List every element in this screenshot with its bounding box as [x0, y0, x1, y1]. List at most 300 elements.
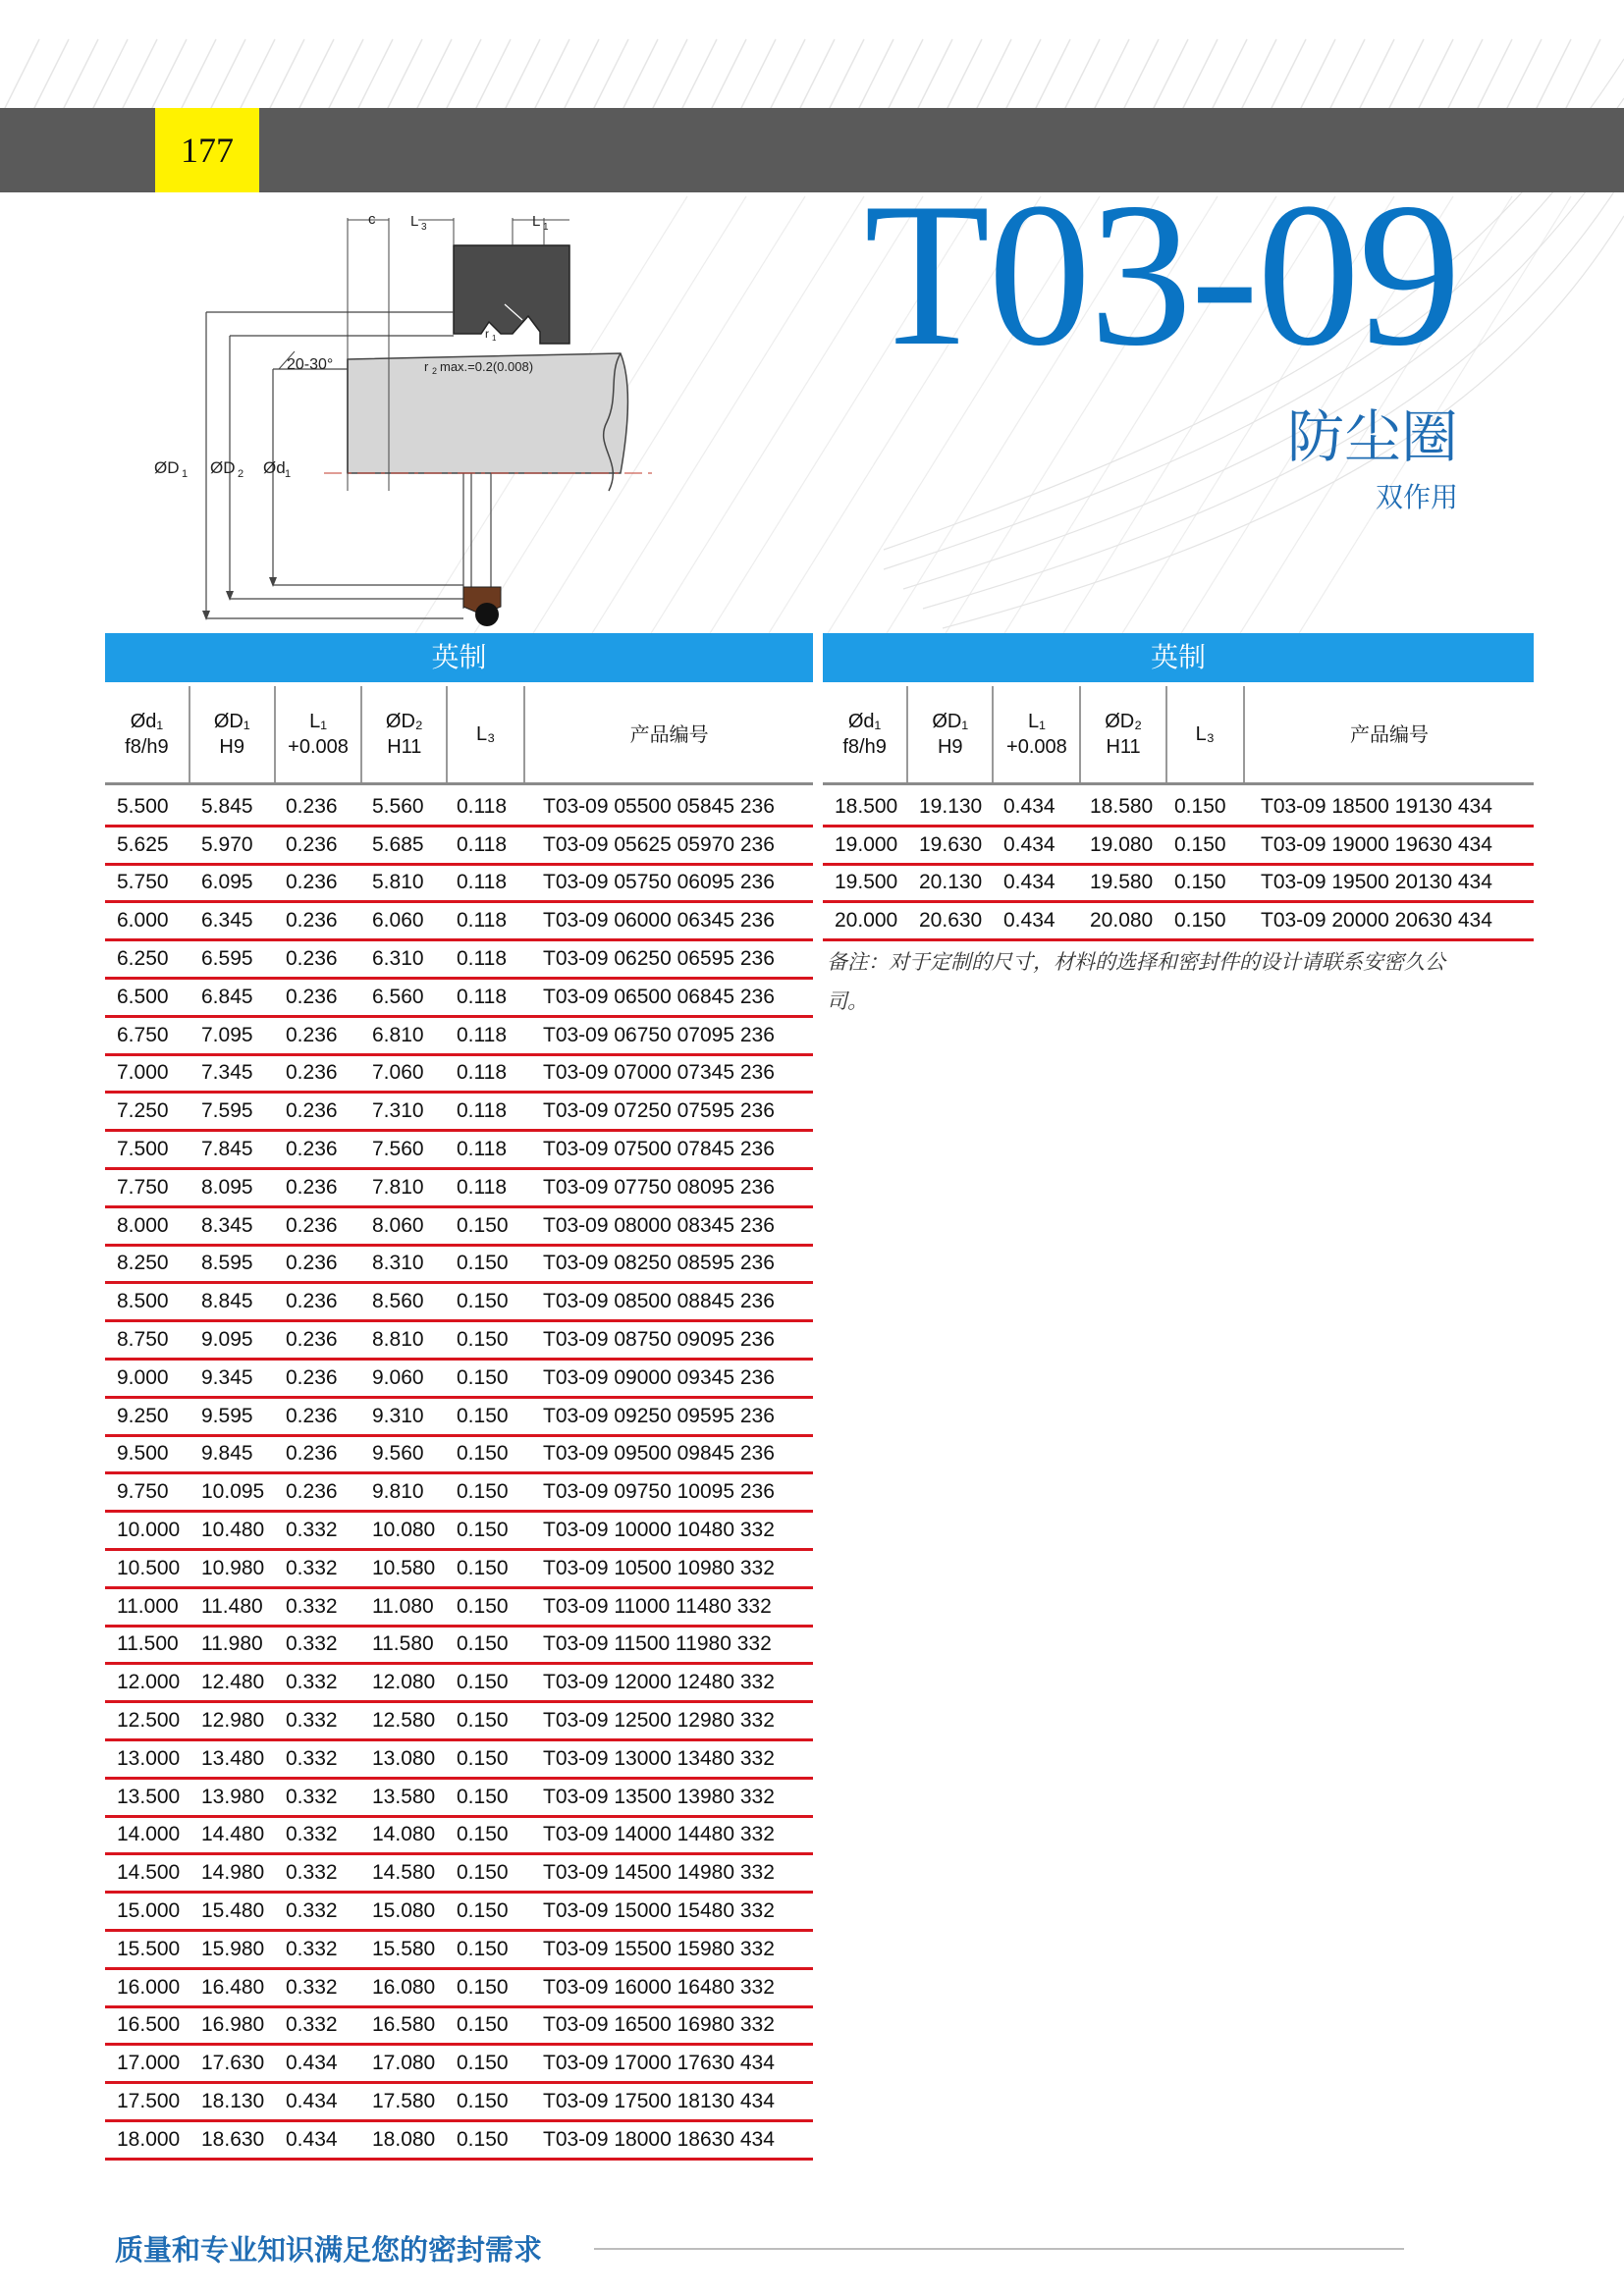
cell-L1: 0.332 — [286, 1823, 338, 1846]
table-row — [105, 1399, 813, 1437]
cell-product-no: T03-09 11000 11480 332 — [543, 1594, 772, 1618]
table-row — [105, 1361, 813, 1399]
cell-d1: 9.500 — [117, 1442, 169, 1466]
cell-L3: 0.150 — [457, 1823, 509, 1846]
table-row — [105, 1932, 813, 1970]
cell-d1: 7.000 — [117, 1061, 169, 1085]
cell-L1: 0.332 — [286, 1785, 338, 1808]
cell-product-no: T03-09 16000 16480 332 — [543, 1975, 775, 1999]
cell-D2: 10.080 — [372, 1519, 436, 1542]
cell-D2: 7.310 — [372, 1099, 424, 1123]
label-d1-outer: ØD — [154, 458, 180, 477]
table-header — [105, 686, 813, 785]
header-D1: ØD₁ H9 — [190, 686, 276, 782]
cell-d1: 12.000 — [117, 1671, 181, 1694]
cell-L1: 0.236 — [286, 985, 338, 1008]
cell-D1: 7.095 — [201, 1023, 253, 1046]
cell-D2: 14.080 — [372, 1823, 436, 1846]
cell-D2: 10.580 — [372, 1556, 436, 1579]
cell-d1: 6.500 — [117, 985, 169, 1008]
cell-L1: 0.236 — [286, 1175, 338, 1199]
cell-L3: 0.150 — [457, 1785, 509, 1808]
table-row — [105, 789, 813, 828]
cell-d1: 6.000 — [117, 909, 169, 933]
cell-L1: 0.434 — [1003, 871, 1056, 894]
cell-d1: 8.750 — [117, 1328, 169, 1352]
cell-product-no: T03-09 13500 13980 332 — [543, 1785, 775, 1808]
header-product-no: 产品编号 — [1349, 722, 1429, 746]
cell-D2: 11.580 — [372, 1632, 434, 1656]
cell-D2: 9.060 — [372, 1365, 424, 1389]
cell-product-no: T03-09 08500 08845 236 — [543, 1290, 775, 1313]
svg-text:1: 1 — [285, 468, 292, 480]
cell-L1: 0.236 — [286, 1290, 338, 1313]
cell-L3: 0.150 — [457, 1442, 509, 1466]
page-number: 177 — [155, 108, 259, 192]
cell-product-no: T03-09 05750 06095 236 — [543, 871, 775, 894]
cell-product-no: T03-09 18500 19130 434 — [1261, 794, 1492, 818]
table-row — [105, 1551, 813, 1589]
footer-divider — [594, 2248, 1404, 2250]
table-row — [823, 903, 1534, 941]
table-header — [823, 686, 1534, 785]
cell-L1: 0.236 — [286, 1213, 338, 1237]
cell-D2: 8.060 — [372, 1213, 424, 1237]
cell-product-no: T03-09 05625 05970 236 — [543, 832, 775, 856]
cell-d1: 15.500 — [117, 1937, 181, 1960]
cell-product-no: T03-09 11500 11980 332 — [543, 1632, 772, 1656]
cell-d1: 8.250 — [117, 1252, 169, 1275]
cell-D1: 10.480 — [201, 1519, 265, 1542]
cell-d1: 7.250 — [117, 1099, 169, 1123]
cell-D1: 10.095 — [201, 1480, 265, 1504]
cell-D2: 6.560 — [372, 985, 424, 1008]
cell-L3: 0.118 — [457, 871, 507, 894]
cell-product-no: T03-09 17500 18130 434 — [543, 2089, 775, 2112]
svg-text:2: 2 — [238, 468, 244, 480]
table-row — [105, 2008, 813, 2047]
cell-D2: 5.685 — [372, 832, 424, 856]
cell-D2: 16.080 — [372, 1975, 436, 1999]
svg-text:2: 2 — [432, 366, 438, 376]
table-row — [105, 1665, 813, 1703]
cell-D1: 9.595 — [201, 1404, 253, 1427]
cell-D2: 9.560 — [372, 1442, 424, 1466]
cell-D1: 6.595 — [201, 947, 253, 971]
cell-D1: 6.345 — [201, 909, 253, 933]
table-row — [105, 1284, 813, 1322]
cell-D1: 12.980 — [201, 1709, 265, 1733]
cell-D2: 6.310 — [372, 947, 424, 971]
cell-d1: 7.750 — [117, 1175, 169, 1199]
cell-product-no: T03-09 09500 09845 236 — [543, 1442, 775, 1466]
cell-L3: 0.150 — [457, 1861, 509, 1885]
table-body — [823, 789, 1534, 941]
cell-d1: 7.500 — [117, 1138, 169, 1161]
table-row — [105, 1855, 813, 1894]
table-row — [823, 789, 1534, 828]
cell-D1: 18.130 — [201, 2089, 265, 2112]
cell-d1: 18.500 — [835, 794, 898, 818]
cell-product-no: T03-09 07250 07595 236 — [543, 1099, 775, 1123]
cell-d1: 17.000 — [117, 2052, 181, 2075]
table-row — [105, 1589, 813, 1628]
cell-product-no: T03-09 10500 10980 332 — [543, 1556, 775, 1579]
cell-d1: 6.750 — [117, 1023, 169, 1046]
cell-D1: 5.970 — [201, 832, 253, 856]
table-row — [823, 866, 1534, 904]
header-d1: Ød₁ f8/h9 — [823, 686, 908, 782]
label-d1-inner: Ød — [263, 458, 286, 477]
cell-product-no: T03-09 09750 10095 236 — [543, 1480, 775, 1504]
cell-L1: 0.236 — [286, 1252, 338, 1275]
cell-L1: 0.332 — [286, 1899, 338, 1922]
dimension-table-right — [823, 633, 1534, 941]
cell-D1: 14.980 — [201, 1861, 265, 1885]
cell-d1: 9.000 — [117, 1365, 169, 1389]
cell-D2: 20.080 — [1090, 909, 1154, 933]
product-subtitle: 双作用 — [1375, 481, 1458, 513]
header-D2: ØD₂ H11 — [362, 686, 448, 782]
cell-L3: 0.150 — [457, 1556, 509, 1579]
cell-D1: 16.480 — [201, 1975, 265, 1999]
cell-product-no: T03-09 19500 20130 434 — [1261, 871, 1492, 894]
cell-D2: 9.810 — [372, 1480, 424, 1504]
cell-D1: 7.845 — [201, 1138, 253, 1161]
cell-D1: 8.595 — [201, 1252, 253, 1275]
cell-D1: 19.630 — [919, 832, 983, 856]
svg-text:1: 1 — [182, 468, 189, 480]
cell-d1: 19.500 — [835, 871, 898, 894]
table-row — [105, 1094, 813, 1132]
cell-L3: 0.150 — [457, 1480, 509, 1504]
cell-D2: 11.080 — [372, 1594, 434, 1618]
cell-L1: 0.434 — [286, 2127, 338, 2151]
cell-L3: 0.118 — [457, 909, 507, 933]
table-row — [105, 1513, 813, 1551]
cell-d1: 19.000 — [835, 832, 898, 856]
cell-product-no: T03-09 08000 08345 236 — [543, 1213, 775, 1237]
table-row — [105, 1437, 813, 1475]
cell-L1: 0.332 — [286, 2013, 338, 2037]
cell-L3: 0.118 — [457, 832, 507, 856]
cell-L3: 0.150 — [457, 1975, 509, 1999]
cell-d1: 17.500 — [117, 2089, 181, 2112]
cell-D1: 14.480 — [201, 1823, 265, 1846]
cell-D2: 7.060 — [372, 1061, 424, 1085]
table-row — [105, 941, 813, 980]
cell-L1: 0.236 — [286, 1404, 338, 1427]
cell-L1: 0.236 — [286, 871, 338, 894]
cell-D2: 19.580 — [1090, 871, 1154, 894]
cell-D1: 7.345 — [201, 1061, 253, 1085]
cell-L3: 0.150 — [457, 1899, 509, 1922]
cell-L3: 0.150 — [457, 1709, 509, 1733]
cell-L3: 0.118 — [457, 1138, 507, 1161]
table-row — [105, 1247, 813, 1285]
cell-d1: 12.500 — [117, 1709, 181, 1733]
cell-D1: 17.630 — [201, 2052, 265, 2075]
table-row — [105, 2122, 813, 2161]
cell-L3: 0.150 — [457, 2052, 509, 2075]
cell-D1: 20.630 — [919, 909, 983, 933]
cell-L3: 0.150 — [457, 1252, 509, 1275]
table-title: 英制 — [105, 633, 813, 682]
footer-slogan: 质量和专业知识满足您的密封需求 — [115, 2233, 543, 2267]
cell-d1: 11.000 — [117, 1594, 179, 1618]
cell-D2: 8.560 — [372, 1290, 424, 1313]
cell-L1: 0.332 — [286, 1594, 338, 1618]
cell-product-no: T03-09 13000 13480 332 — [543, 1746, 775, 1770]
cell-L1: 0.236 — [286, 1480, 338, 1504]
cell-product-no: T03-09 08750 09095 236 — [543, 1328, 775, 1352]
cell-D2: 12.580 — [372, 1709, 436, 1733]
table-row — [105, 1170, 813, 1208]
table-row — [105, 1780, 813, 1818]
header-D2: ØD₂ H11 — [1081, 686, 1166, 782]
label-angle: 20-30° — [287, 356, 334, 373]
cell-product-no: T03-09 09250 09595 236 — [543, 1404, 775, 1427]
cell-L3: 0.150 — [1174, 871, 1226, 894]
cell-product-no: T03-09 15000 15480 332 — [543, 1899, 775, 1922]
cell-L1: 0.236 — [286, 832, 338, 856]
footnote: 备注：对于定制的尺寸，材料的选择和密封件的设计请联系安密久公司。 — [827, 950, 1445, 1013]
cell-L3: 0.150 — [457, 1594, 509, 1618]
cell-L3: 0.150 — [457, 1632, 509, 1656]
cell-L1: 0.332 — [286, 1975, 338, 1999]
cell-D1: 20.130 — [919, 871, 983, 894]
cell-d1: 5.500 — [117, 794, 169, 818]
cell-D2: 15.080 — [372, 1899, 436, 1922]
cell-L1: 0.434 — [1003, 794, 1056, 818]
cell-D2: 13.580 — [372, 1785, 436, 1808]
cell-product-no: T03-09 06250 06595 236 — [543, 947, 775, 971]
cell-L3: 0.150 — [457, 1404, 509, 1427]
cell-D2: 9.310 — [372, 1404, 424, 1427]
cell-L3: 0.150 — [457, 1746, 509, 1770]
cell-D1: 15.480 — [201, 1899, 265, 1922]
cell-D2: 5.810 — [372, 871, 424, 894]
cell-L3: 0.150 — [457, 1937, 509, 1960]
cell-D1: 9.845 — [201, 1442, 253, 1466]
cell-L1: 0.332 — [286, 1671, 338, 1694]
product-code-title: T03-09 — [864, 161, 1460, 389]
cell-product-no: T03-09 08250 08595 236 — [543, 1252, 775, 1275]
cell-d1: 14.500 — [117, 1861, 181, 1885]
cell-d1: 16.500 — [117, 2013, 181, 2037]
seal-cross-section-diagram — [147, 196, 677, 638]
cell-product-no: T03-09 07750 08095 236 — [543, 1175, 775, 1199]
cell-D1: 13.980 — [201, 1785, 265, 1808]
cell-L1: 0.434 — [286, 2052, 338, 2075]
cell-D2: 13.080 — [372, 1746, 436, 1770]
table-title: 英制 — [823, 633, 1534, 682]
cell-L1: 0.332 — [286, 1937, 338, 1960]
cell-D1: 6.095 — [201, 871, 253, 894]
cell-product-no: T03-09 06500 06845 236 — [543, 985, 775, 1008]
label-c: c — [368, 211, 376, 228]
cell-product-no: T03-09 07000 07345 236 — [543, 1061, 775, 1085]
cell-L3: 0.150 — [457, 1213, 509, 1237]
cell-D1: 8.095 — [201, 1175, 253, 1199]
cell-d1: 6.250 — [117, 947, 169, 971]
table-row — [105, 1628, 813, 1666]
cell-L3: 0.150 — [457, 2013, 509, 2037]
svg-text:1: 1 — [543, 222, 549, 233]
cell-D1: 13.480 — [201, 1746, 265, 1770]
table-row — [105, 1894, 813, 1932]
cell-L1: 0.332 — [286, 1632, 338, 1656]
cell-D2: 8.810 — [372, 1328, 424, 1352]
product-name: 防尘圈 — [1286, 403, 1458, 470]
cell-D2: 6.810 — [372, 1023, 424, 1046]
label-r2: r — [424, 359, 429, 374]
cell-product-no: T03-09 17000 17630 434 — [543, 2052, 775, 2075]
cell-L1: 0.236 — [286, 1099, 338, 1123]
cell-D1: 9.345 — [201, 1365, 253, 1389]
cell-D1: 19.130 — [919, 794, 983, 818]
table-row — [105, 1703, 813, 1741]
cell-L3: 0.150 — [1174, 832, 1226, 856]
cell-D1: 5.845 — [201, 794, 253, 818]
header-L1: L₁ +0.008 — [994, 686, 1081, 782]
cell-L3: 0.118 — [457, 985, 507, 1008]
header-d1: Ød₁ f8/h9 — [105, 686, 190, 782]
cell-D2: 6.060 — [372, 909, 424, 933]
cell-L1: 0.236 — [286, 1442, 338, 1466]
cell-L1: 0.434 — [1003, 832, 1056, 856]
cell-product-no: T03-09 12500 12980 332 — [543, 1709, 775, 1733]
cell-D2: 5.560 — [372, 794, 424, 818]
cell-d1: 14.000 — [117, 1823, 181, 1846]
cell-L3: 0.150 — [1174, 794, 1226, 818]
cell-D2: 15.580 — [372, 1937, 436, 1960]
table-row — [105, 1018, 813, 1056]
cell-product-no: T03-09 12000 12480 332 — [543, 1671, 775, 1694]
cell-D2: 19.080 — [1090, 832, 1154, 856]
label-r2-note: max.=0.2(0.008) — [440, 359, 534, 374]
cell-d1: 15.000 — [117, 1899, 181, 1922]
cell-D1: 6.845 — [201, 985, 253, 1008]
cell-D2: 7.560 — [372, 1138, 424, 1161]
label-d2: ØD — [210, 458, 236, 477]
cell-D1: 11.480 — [201, 1594, 263, 1618]
label-l3: L — [410, 213, 419, 230]
cell-product-no: T03-09 05500 05845 236 — [543, 794, 775, 818]
cell-L1: 0.236 — [286, 1328, 338, 1352]
svg-text:1: 1 — [492, 334, 497, 343]
cell-L3: 0.118 — [457, 1023, 507, 1046]
cell-L1: 0.236 — [286, 1138, 338, 1161]
table-row — [105, 1474, 813, 1513]
cell-product-no: T03-09 15500 15980 332 — [543, 1937, 775, 1960]
cell-D2: 18.580 — [1090, 794, 1154, 818]
table-row — [105, 866, 813, 904]
cell-L1: 0.332 — [286, 1861, 338, 1885]
table-row — [105, 1970, 813, 2008]
cell-D1: 16.980 — [201, 2013, 265, 2037]
table-row — [105, 828, 813, 866]
cell-product-no: T03-09 06750 07095 236 — [543, 1023, 775, 1046]
cell-d1: 8.500 — [117, 1290, 169, 1313]
cell-product-no: T03-09 19000 19630 434 — [1261, 832, 1492, 856]
cell-d1: 8.000 — [117, 1213, 169, 1237]
cell-D2: 18.080 — [372, 2127, 436, 2151]
table-body — [105, 789, 813, 2161]
cell-D2: 8.310 — [372, 1252, 424, 1275]
cell-L3: 0.150 — [457, 1290, 509, 1313]
cell-L3: 0.150 — [1174, 909, 1226, 933]
table-row — [105, 2084, 813, 2122]
cell-d1: 5.750 — [117, 871, 169, 894]
cell-d1: 10.000 — [117, 1519, 181, 1542]
header-D1: ØD₁ H9 — [908, 686, 994, 782]
cell-L1: 0.236 — [286, 909, 338, 933]
cell-L1: 0.236 — [286, 1061, 338, 1085]
table-row — [105, 1056, 813, 1095]
table-row — [105, 1208, 813, 1247]
cell-L3: 0.118 — [457, 1061, 507, 1085]
cell-d1: 10.500 — [117, 1556, 181, 1579]
cell-D1: 8.345 — [201, 1213, 253, 1237]
header-L3: L₃ — [1167, 686, 1245, 782]
cell-D2: 7.810 — [372, 1175, 424, 1199]
cell-D2: 16.580 — [372, 2013, 436, 2037]
cell-d1: 13.500 — [117, 1785, 181, 1808]
cell-D1: 7.595 — [201, 1099, 253, 1123]
label-r1: r — [485, 327, 489, 341]
label-l1: L — [532, 213, 541, 230]
cell-product-no: T03-09 10000 10480 332 — [543, 1519, 775, 1542]
cell-D1: 10.980 — [201, 1556, 265, 1579]
table-row — [823, 828, 1534, 866]
cell-L1: 0.332 — [286, 1709, 338, 1733]
table-row — [105, 1322, 813, 1361]
cell-L1: 0.236 — [286, 947, 338, 971]
table-row — [105, 1741, 813, 1780]
cell-product-no: T03-09 07500 07845 236 — [543, 1138, 775, 1161]
cell-product-no: T03-09 14000 14480 332 — [543, 1823, 775, 1846]
cell-L3: 0.118 — [457, 947, 507, 971]
cell-D2: 14.580 — [372, 1861, 436, 1885]
cell-d1: 20.000 — [835, 909, 898, 933]
dimension-table-left — [105, 633, 813, 2161]
cell-L3: 0.150 — [457, 2089, 509, 2112]
cell-d1: 11.500 — [117, 1632, 179, 1656]
cell-product-no: T03-09 14500 14980 332 — [543, 1861, 775, 1885]
cell-L1: 0.236 — [286, 1365, 338, 1389]
cell-d1: 9.250 — [117, 1404, 169, 1427]
cell-L1: 0.332 — [286, 1746, 338, 1770]
table-row — [105, 1818, 813, 1856]
cell-L3: 0.118 — [457, 1175, 507, 1199]
cell-L1: 0.236 — [286, 794, 338, 818]
cell-L1: 0.236 — [286, 1023, 338, 1046]
cell-L1: 0.434 — [1003, 909, 1056, 933]
cell-product-no: T03-09 16500 16980 332 — [543, 2013, 775, 2037]
table-row — [105, 2046, 813, 2084]
cell-D1: 12.480 — [201, 1671, 265, 1694]
cell-L3: 0.118 — [457, 794, 507, 818]
cell-L1: 0.332 — [286, 1519, 338, 1542]
cell-product-no: T03-09 06000 06345 236 — [543, 909, 775, 933]
table-row — [105, 980, 813, 1018]
header-L3: L₃ — [448, 686, 525, 782]
cell-L3: 0.150 — [457, 1328, 509, 1352]
cell-L3: 0.150 — [457, 1365, 509, 1389]
cell-D1: 18.630 — [201, 2127, 265, 2151]
cell-D1: 8.845 — [201, 1290, 253, 1313]
